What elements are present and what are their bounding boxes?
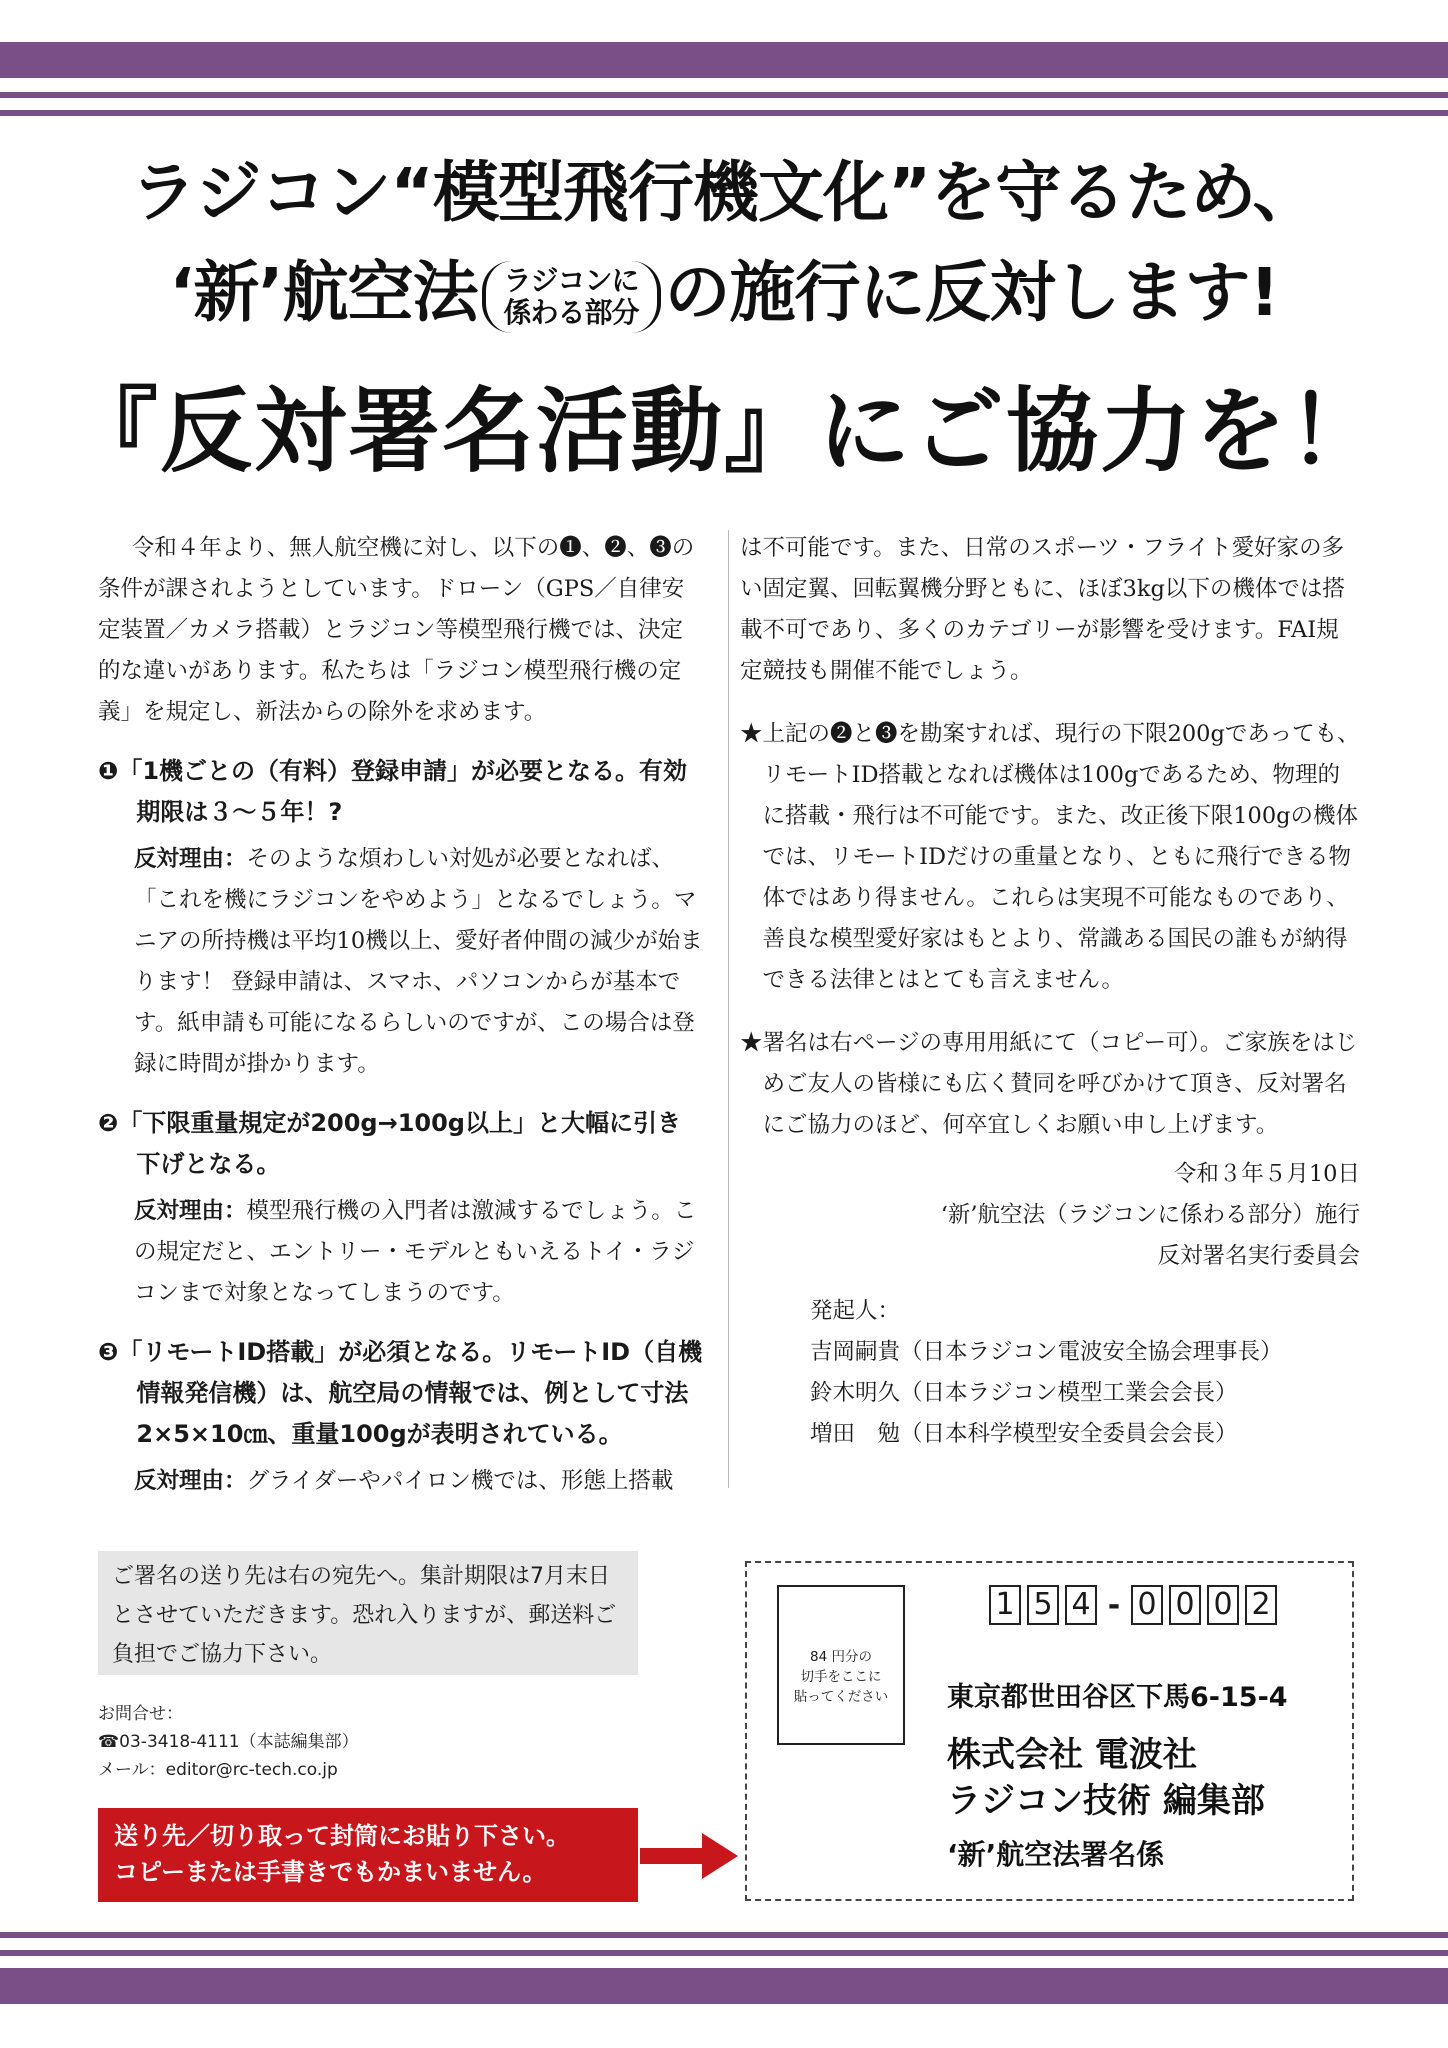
address-company: 株式会社 電波社 <box>947 1735 1197 1775</box>
postal-code <box>989 1585 1277 1625</box>
bottom-band <box>0 1968 1448 2004</box>
contact-phone: ☎03-3418-4111（本誌編集部） <box>98 1732 359 1752</box>
intro-paragraph: 令和４年より、無人航空機に対し、以下の❶、❷、❸の条件が課されようとしています。ドローン（GPS／自律安定装置／カメラ搭載）とラジコン等模型飛行機では、決定的な違いがあります。私たちは「ラジコン模型飛行機の定義」を規定し、新法からの除外を求めます。 <box>98 535 695 725</box>
top-rule-1 <box>0 92 1448 98</box>
signer-3: 増田 勉（日本科学模型安全委員会会長） <box>810 1421 1238 1447</box>
signer-2: 鈴木明久（日本ラジコン模型工業会会長） <box>810 1380 1238 1406</box>
bottom-rule-1 <box>0 1932 1448 1938</box>
contact-title: お問合せ： <box>98 1704 183 1724</box>
item2-reason-text: 模型飛行機の入門者は激減するでしょう。この規定だと、エントリー・モデルともいえるトイ・ラジコンまで対象となってしまうのです。 <box>134 1198 697 1306</box>
address-attention: ‘新’航空法署名係 <box>947 1838 1165 1871</box>
organization-line2: 反対署名実行委員会 <box>1157 1243 1360 1269</box>
right-column <box>740 528 1360 1455</box>
item1-reason-text: そのような煩わしい対処が必要となれば、「これを機にラジコンをやめよう」となるでしょう。マニアの所持機は平均10機以上、愛好者仲間の減少が始まります！ 登録申請は、スマホ、パソコンからが基本です。紙申請も可能になるらしいのですが、この場合は登録に時間が掛かります。 <box>134 846 703 1077</box>
star-note-2: ★署名は右ページの専用用紙にて（コピー可）。ご家族をはじめご友人の皆様にも広く賛同を呼びかけて頂き、反対署名にご協力のほど、何卒宜しくお願い申し上げます。 <box>740 1030 1358 1138</box>
continuation-paragraph: は不可能です。また、日常のスポーツ・フライト愛好家の多い固定翼、回転翼機分野ともに、ほぼ3kg以下の機体では搭載不可であり、多くのカテゴリーが影響を受けます。FAI規定競技も開催不能でしょう。 <box>740 535 1345 684</box>
postal-digit: 0 <box>1169 1585 1201 1625</box>
column-divider <box>728 530 729 1488</box>
address-street: 東京都世田谷区下馬6-15-4 <box>947 1682 1288 1713</box>
issue-date: 令和３年５月10日 <box>1173 1161 1360 1187</box>
postal-digit: 5 <box>1027 1585 1059 1625</box>
postal-digit: 1 <box>989 1585 1021 1625</box>
headline-line2-pre: ‘新’航空法 <box>169 254 478 331</box>
contact-info <box>98 1700 359 1784</box>
cutout-instruction <box>98 1808 638 1902</box>
item2-reason <box>98 1191 704 1314</box>
postal-digit: 0 <box>1131 1585 1163 1625</box>
cutout-instruction-line2: コピーまたは手書きでもかまいません。 <box>114 1858 547 1886</box>
top-rule-2 <box>0 110 1448 116</box>
left-column <box>98 528 704 1502</box>
signer-1: 吉岡嗣貴（日本ラジコン電波安全協会理事長） <box>810 1339 1283 1365</box>
bottom-rule-2 <box>0 1950 1448 1956</box>
item3-reason <box>98 1461 704 1502</box>
item1-reason <box>98 839 704 1085</box>
star-note-1: ★上記の❷と❸を勘案すれば、現行の下限200gであっても、リモートID搭載となれば機体は100gであるため、物理的に搭載・飛行は不可能です。また、改正後下限100gの機体では、リモートIDだけの重量となり、ともに飛行できる物体ではあり得ません。これらは実現不可能なものであり、善良な模型愛好家はもとより、常識ある国民の誰もが納得できる法律とはとても言えません。 <box>740 721 1360 993</box>
item2-heading: ❷「下限重量規定が200g→100g以上」と大幅に引き下げとなる。 <box>98 1109 681 1178</box>
headline-line1: ラジコン“模型飛行機文化”を守るため、 <box>130 154 1318 231</box>
postal-dash: - <box>1107 1587 1121 1623</box>
item3-reason-text: グライダーやパイロン機では、形態上搭載 <box>246 1468 674 1494</box>
item1-heading: ❶「1機ごとの（有料）登録申請」が必要となる。有効期限は３～５年！? <box>98 757 688 826</box>
headline-line2 <box>0 238 1448 348</box>
organization-line1: ‘新’航空法（ラジコンに係わる部分）施行 <box>940 1202 1360 1228</box>
arrow-right-icon <box>640 1831 740 1881</box>
top-band <box>0 42 1448 78</box>
headline-main: 『反対署名活動』にご協力を！ <box>65 378 1382 485</box>
deadline-note: ご署名の送り先は右の宛先へ。集計期限は7月末日とさせていただきます。恐れ入りますが、郵送料ご負担でご協力下さい。 <box>98 1551 638 1675</box>
item2-reason-label: 反対理由： <box>134 1198 247 1224</box>
signers-list <box>740 1291 1360 1455</box>
stamp-area: 84 円分の 切手をここに 貼ってください <box>777 1585 905 1745</box>
item3-heading: ❸「リモートID搭載」が必須となる。リモートID（自機情報発信機）は、航空局の情報では、例として寸法2×5×10㎝、重量100gが表明されている。 <box>98 1338 703 1448</box>
signers-title: 発起人： <box>810 1298 901 1324</box>
cutout-instruction-line1: 送り先／切り取って封筒にお貼り下さい。 <box>114 1822 570 1850</box>
headline-paren-note: ラジコンに 係わる部分 <box>482 261 661 333</box>
item1-reason-label: 反対理由： <box>134 846 247 872</box>
contact-mail: メール：editor@rc-tech.co.jp <box>98 1760 338 1780</box>
postal-digit: 2 <box>1245 1585 1277 1625</box>
address-department: ラジコン技術 編集部 <box>947 1781 1265 1821</box>
item3-reason-label: 反対理由： <box>134 1468 247 1494</box>
postal-digit: 0 <box>1207 1585 1239 1625</box>
postal-digit: 4 <box>1065 1585 1097 1625</box>
mailing-label <box>745 1561 1354 1901</box>
headline-line2-post: の施行に反対します! <box>664 254 1279 331</box>
